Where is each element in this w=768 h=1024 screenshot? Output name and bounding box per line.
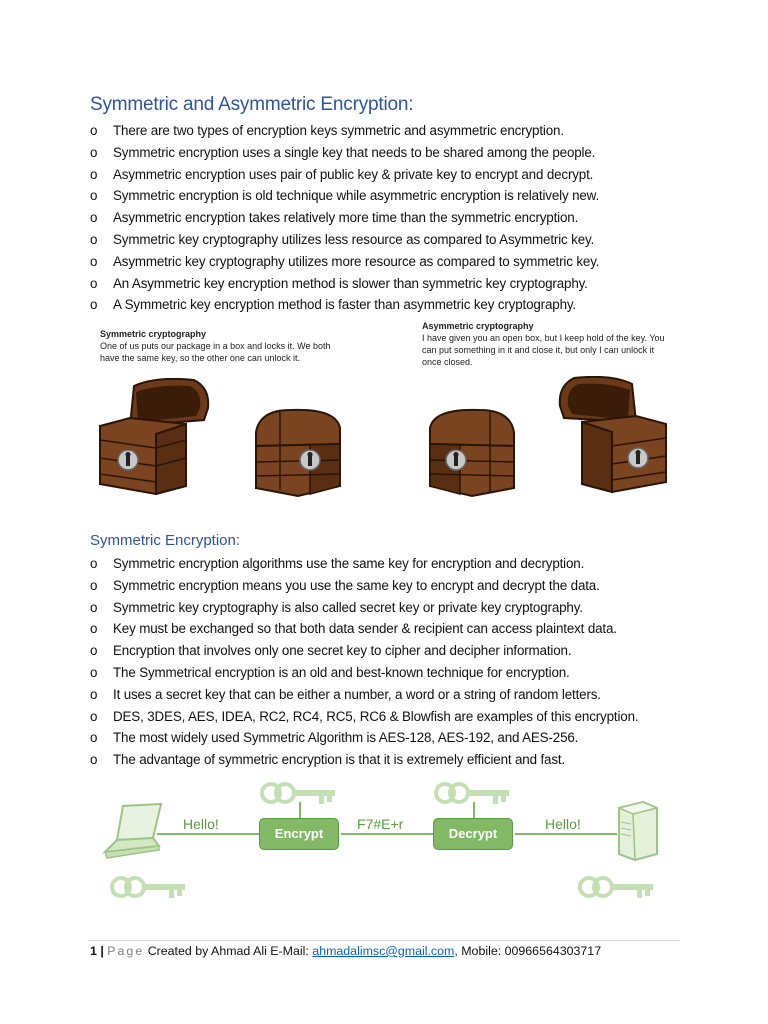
list-item-text: DES, 3DES, AES, IDEA, RC2, RC4, RC5, RC6 & Blowfish are examples of this encryption. (113, 708, 639, 724)
comparison-list-item (90, 251, 599, 273)
asymmetric-caption-title: Asymmetric cryptography (422, 321, 534, 331)
list-item-text: Key must be exchanged so that both data sender & recipient can access plaintext data. (113, 621, 617, 637)
comparison-list-item (90, 229, 599, 251)
list-item-text: The most widely used Symmetric Algorithm is AES-128, AES-192, and AES-256. (113, 730, 579, 746)
symmetric-list-item (90, 597, 638, 619)
comparison-list-item (90, 142, 599, 164)
comparison-list-item (90, 120, 599, 142)
bullet-marker: o (90, 297, 98, 313)
bullet-marker: o (90, 686, 98, 702)
bullet-marker: o (90, 577, 98, 593)
page-word: Page (107, 944, 145, 958)
list-item-text: Symmetric encryption uses a single key that needs to be shared among the people. (113, 144, 596, 160)
symmetric-list-item (90, 575, 638, 597)
plaintext-right-label: Hello! (545, 816, 581, 832)
open-chest-icon (556, 376, 670, 494)
comparison-list-item (90, 164, 599, 186)
symmetric-flow-diagram (95, 772, 675, 912)
symmetric-list-item (90, 749, 638, 771)
comparison-list (90, 120, 599, 316)
decrypt-box: Decrypt (433, 818, 513, 850)
list-item-text: Symmetric encryption algorithms use the same key for encryption and decryption. (113, 556, 585, 571)
asymmetric-caption (422, 320, 672, 368)
symmetric-list-item (90, 684, 638, 706)
bullet-marker: o (90, 166, 98, 182)
open-chest-icon (96, 378, 214, 496)
heading-symmetric-encryption: Symmetric Encryption: (90, 532, 241, 549)
bullet-marker: o (90, 123, 98, 138)
symmetric-caption-text: One of us puts our package in a box and locks it. We both have the same key, so the other one can unlock it. (100, 341, 331, 363)
key-icon (109, 872, 189, 902)
footer-separator: | (100, 944, 104, 958)
page-number: 1 (90, 944, 97, 958)
list-item-text: Symmetric encryption means you use the same key to encrypt and decrypt the data. (113, 577, 600, 593)
list-item-text: Symmetric key cryptography is also called secret key or private key cryptography. (113, 599, 583, 615)
list-item-text: Symmetric key cryptography utilizes less resource as compared to Asymmetric key. (113, 231, 595, 247)
page-footer (90, 944, 601, 958)
footer-divider (88, 940, 680, 941)
list-item-text: The Symmetrical encryption is an old and best-known technique for encryption. (113, 664, 570, 680)
bullet-marker: o (90, 599, 98, 615)
list-item-text: The advantage of symmetric encryption is that it is extremely efficient and fast. (113, 752, 566, 768)
closed-chest-icon (424, 406, 520, 498)
symmetric-list-item (90, 727, 638, 749)
list-item-text: Encryption that involves only one secret key to cipher and decipher information. (113, 643, 572, 659)
list-item-text: Symmetric encryption is old technique while asymmetric encryption is relatively new. (113, 188, 600, 204)
comparison-list-item (90, 185, 599, 207)
bullet-marker: o (90, 144, 98, 160)
comparison-list-item (90, 273, 599, 295)
server-icon (615, 800, 661, 862)
list-item-text: A Symmetric key encryption method is faster than asymmetric key cryptography. (113, 297, 576, 313)
bullet-marker: o (90, 231, 98, 247)
symmetric-list-item (90, 618, 638, 640)
bullet-marker: o (90, 188, 98, 204)
symmetric-list-item (90, 706, 638, 728)
bullet-marker: o (90, 708, 98, 724)
encrypt-box: Encrypt (259, 818, 339, 850)
plaintext-left-label: Hello! (183, 816, 219, 832)
symmetric-list-item (90, 662, 638, 684)
symmetric-list-item (90, 553, 638, 575)
ciphertext-label: F7#E+r (357, 816, 404, 832)
comparison-list-item (90, 207, 599, 229)
bullet-marker: o (90, 752, 98, 768)
bullet-marker: o (90, 664, 98, 680)
symmetric-list-item (90, 640, 638, 662)
email-link[interactable]: ahmadalimsc@gmail.com (312, 944, 455, 958)
key-icon (259, 778, 339, 808)
heading-symmetric-asymmetric: Symmetric and Asymmetric Encryption: (90, 94, 414, 115)
list-item-text: Asymmetric encryption takes relatively more time than the symmetric encryption. (113, 210, 579, 226)
key-icon (433, 778, 513, 808)
bullet-marker: o (90, 556, 98, 571)
symmetric-caption-title: Symmetric cryptography (100, 329, 207, 339)
list-item-text: There are two types of encryption keys symmetric and asymmetric encryption. (113, 123, 564, 138)
mobile-text: , Mobile: 00966564303717 (454, 944, 602, 958)
list-item-text: An Asymmetric key encryption method is slower than symmetric key cryptography. (113, 275, 588, 291)
bullet-marker: o (90, 730, 98, 746)
asymmetric-caption-text: I have given you an open box, but I keep hold of the key. You can put something in it and close it, but only I can unlock it once closed. (422, 333, 665, 367)
key-icon (577, 872, 657, 902)
bullet-marker: o (90, 643, 98, 659)
symmetric-caption (100, 328, 340, 364)
bullet-marker: o (90, 275, 98, 291)
bullet-marker: o (90, 621, 98, 637)
closed-chest-icon (250, 406, 346, 498)
created-by-text: Created by Ahmad Ali E-Mail: (147, 944, 309, 958)
comparison-list-item (90, 294, 599, 316)
list-item-text: It uses a secret key that can be either a number, a word or a string of random letters. (113, 686, 601, 702)
bullet-marker: o (90, 253, 98, 269)
list-item-text: Asymmetric key cryptography utilizes more resource as compared to symmetric key. (113, 253, 600, 269)
bullet-marker: o (90, 210, 98, 226)
list-item-text: Asymmetric encryption uses pair of public key & private key to encrypt and decrypt. (113, 166, 594, 182)
symmetric-list (90, 553, 638, 771)
laptop-icon (101, 802, 163, 860)
